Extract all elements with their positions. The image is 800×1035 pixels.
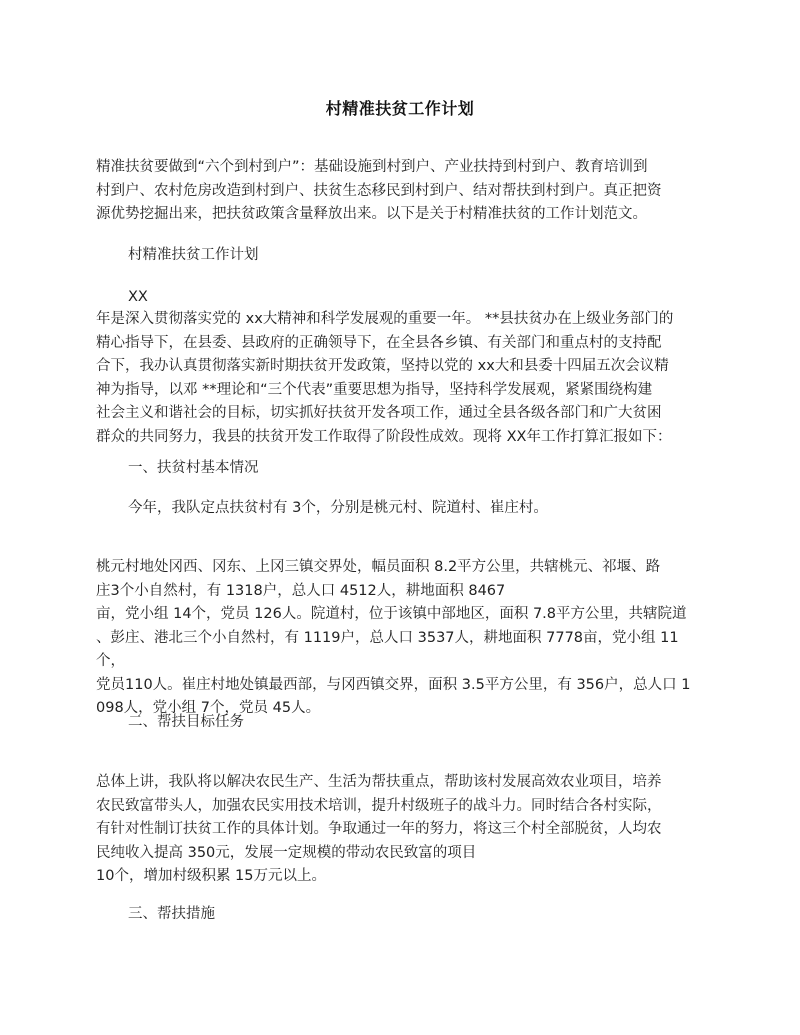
subtitle: 村精准扶贫工作计划 bbox=[128, 247, 259, 263]
section-heading-3: 三、帮扶措施 bbox=[128, 906, 215, 922]
section-heading-2: 二、帮扶目标任务 bbox=[128, 714, 244, 730]
paragraph-village-count: 今年，我队定点扶贫村有 3个，分别是桃元村、院道村、崔庄村。 bbox=[128, 500, 548, 516]
paragraph-targets: 总体上讲，我队将以解决农民生产、生活为帮扶重点，帮助该村发展高效农业项目，培养 农民致富带头人，加强农民实用技术培训，提升村级班子的战斗力。同时结合各村实际， 有针对性制订扶贫工作的具体计划。争取通过一年的努力，将这三个村全部脱贫，人均农 民纯收入提高 350元，发展一定规模的带动农民致富的项目 10个，增加村级积累 15万元以上。 bbox=[96, 774, 662, 884]
paragraph-overview: 年是深入贯彻落实党的 xx大精神和科学发展观的重要一年。 **县扶贫办在上级业务部门的 精心指导下，在县委、县政府的正确领导下，在全县各乡镇、有关部门和重点村的支持配 合下，我办认真贯彻落实新时期扶贫开发政策，坚持以党的 xx大和县委十四届五次会议精 神为指导，以邓 **理论和“三个代表”重要思想为指导，坚持科学发展观，紧紧围绕构建 社会主义和谐社会的目标，切实抓好扶贫开发各项工作，通过全县各级各部门和广大贫困 群众的共同努力，我县的扶贫开发工作取得了阶段性成效。现将 XX年工作打算汇报如下： bbox=[96, 311, 674, 445]
section-heading-1: 一、扶贫村基本情况 bbox=[128, 460, 259, 476]
page-title: 村精准扶贫工作计划 bbox=[325, 99, 475, 118]
year-mark: XX bbox=[128, 289, 148, 305]
paragraph-village-details: 桃元村地处冈西、冈东、上冈三镇交界处，幅员面积 8.2平方公里，共辖桃元、祁堰、路 庄3个小自然村，有 1318户，总人口 4512人，耕地面积 8467 亩，党小组 14个，党员 126人。院道村，位于该镇中部地区，面积 7.8平方公里，共辖院道 、彭庄、港北三个小自然村，有 1119户，总人口 3537人，耕地面积 7778亩，党小组 11个， 党员110人。崔庄村地处镇最西部，与冈西镇交界，面积 3.5平方公里，有 356户，总人口 1 098人，党小组 7个，党员 45人。 bbox=[96, 559, 691, 716]
intro-paragraph: 精准扶贫要做到“六个到村到户”：基础设施到村到户、产业扶持到村到户、教育培训到 村到户、农村危房改造到村到户、扶贫生态移民到村到户、结对帮扶到村到户。真正把资 源优势挖掘出来，把扶贫政策含量释放出来。以下是关于村精准扶贫的工作计划范文。 bbox=[96, 159, 662, 222]
